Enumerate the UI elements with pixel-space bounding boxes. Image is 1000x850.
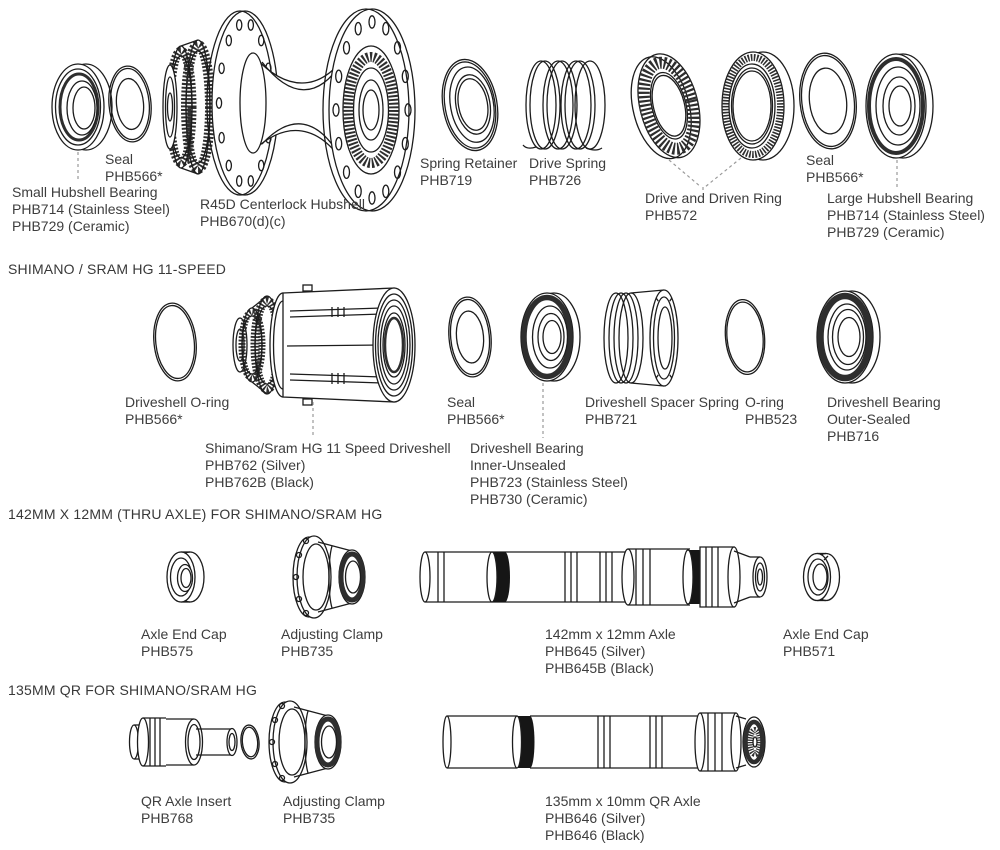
label-driveshell-oring: Driveshell O-ring PHB566* [125, 394, 230, 427]
label-adjusting-clamp-1: Adjusting Clamp PHB735 [281, 626, 383, 659]
label-adjusting-clamp-2: Adjusting Clamp PHB735 [283, 793, 385, 826]
qr-insert-oring-drawing [240, 724, 261, 759]
label-axle-142: 142mm x 12mm Axle PHB645 (Silver) PHB645B (Black) [545, 626, 676, 676]
label-seal-right: Seal PHB566* [806, 152, 864, 185]
oring-drawing [722, 298, 767, 376]
drive-ring-drawing [621, 47, 710, 166]
axle-135-drawing [443, 713, 765, 771]
driveshell-bearing-inner-drawing [521, 293, 580, 381]
label-axle-end-cap-575: Axle End Cap PHB575 [141, 626, 227, 659]
label-axle-135: 135mm x 10mm QR Axle PHB646 (Silver) PHB646 (Black) [545, 793, 701, 843]
section-header-eleven-speed: SHIMANO / SRAM HG 11-SPEED [8, 261, 227, 277]
label-drive-driven-ring: Drive and Driven Ring PHB572 [645, 190, 782, 223]
section-header-thru-axle: 142MM X 12MM (THRU AXLE) FOR SHIMANO/SRAM HG [8, 506, 383, 522]
label-qr-axle-insert: QR Axle Insert PHB768 [141, 793, 232, 826]
label-axle-end-cap-571: Axle End Cap PHB571 [783, 626, 869, 659]
axle-end-cap-575-drawing [167, 552, 204, 602]
label-hubshell: R45D Centerlock Hubshell PHB670(d)(c) [200, 196, 365, 229]
seal-right-drawing [795, 50, 861, 151]
driveshell-bearing-outer-drawing [817, 291, 880, 383]
qr-axle-insert-drawing [130, 718, 238, 766]
label-small-hubshell-bearing: Small Hubshell Bearing PHB714 (Stainless Steel) PHB729 (Ceramic) [12, 184, 170, 234]
label-spring-retainer: Spring Retainer PHB719 [420, 155, 518, 188]
seal-driveshell-drawing [446, 295, 495, 378]
label-oring: O-ring PHB523 [745, 394, 798, 427]
hubshell-drawing [163, 9, 415, 211]
spring-retainer-drawing [435, 55, 504, 155]
label-driveshell: Shimano/Sram HG 11 Speed Driveshell PHB762 (Silver) PHB762B (Black) [205, 440, 451, 490]
small-hubshell-bearing-drawing [52, 64, 112, 150]
label-spacer-spring: Driveshell Spacer Spring PHB721 [585, 394, 740, 427]
section-header-qr: 135MM QR FOR SHIMANO/SRAM HG [8, 682, 258, 698]
adjusting-clamp-2-drawing [269, 701, 341, 783]
label-seal-left: Seal PHB566* [105, 151, 163, 184]
label-large-hubshell-bearing: Large Hubshell Bearing PHB714 (Stainless Steel) PHB729 (Ceramic) [827, 190, 985, 240]
driveshell-oring-drawing [150, 301, 200, 383]
label-driveshell-bearing-outer: Driveshell Bearing Outer-Sealed PHB716 [827, 394, 941, 444]
driven-ring-drawing [722, 52, 794, 160]
driveshell-spacer-spring-drawing [604, 290, 678, 386]
label-driveshell-bearing-inner: Driveshell Bearing Inner-Unsealed PHB723 (Stainless Steel) PHB730 (Ceramic) [470, 440, 628, 507]
adjusting-clamp-drawing [293, 536, 365, 618]
large-hubshell-bearing-drawing [866, 54, 933, 158]
seal-left-drawing [106, 64, 154, 143]
axle-142-drawing [420, 547, 767, 607]
label-drive-spring: Drive Spring PHB726 [529, 155, 607, 188]
axle-end-cap-571-drawing [804, 554, 840, 601]
driveshell-drawing [233, 285, 415, 405]
label-seal-driveshell: Seal PHB566* [447, 394, 505, 427]
drive-spring-drawing [523, 61, 605, 150]
